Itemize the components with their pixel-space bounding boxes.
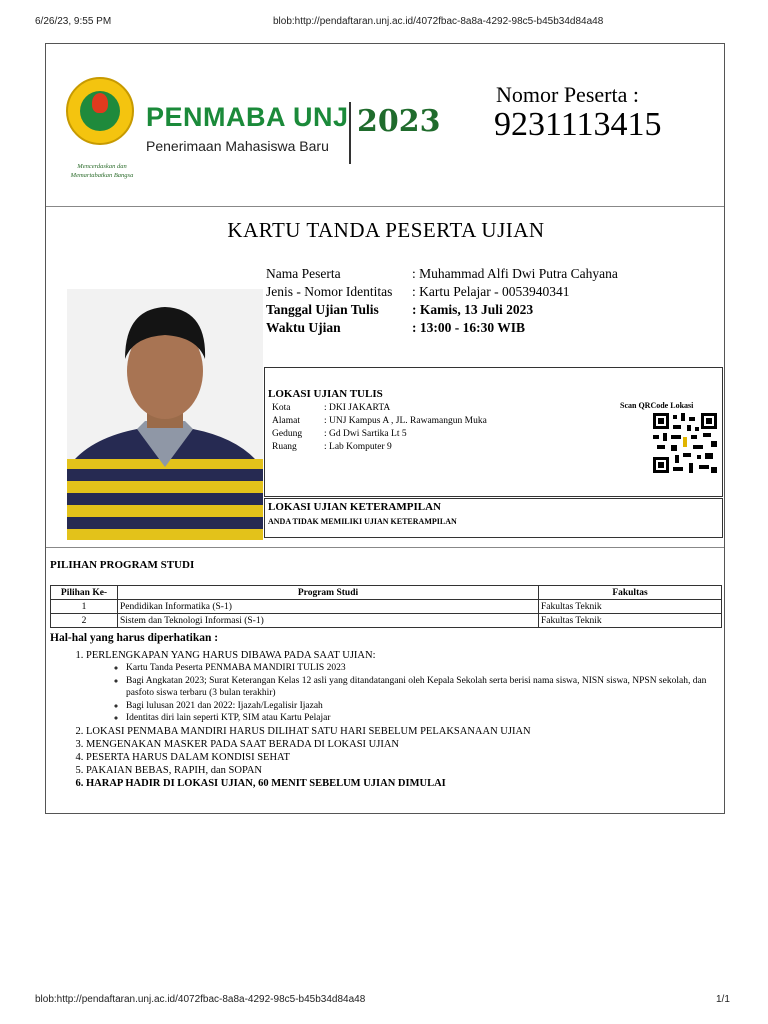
info-row [266, 266, 618, 284]
lokasi-row [272, 416, 487, 429]
lokasi-keterampilan-box [264, 498, 723, 538]
lokasi-row [272, 429, 487, 442]
participant-info [266, 266, 618, 338]
motto: Mencerdaskan dan Memartabatkan Bangsa [70, 163, 134, 179]
list-item: 2. LOKASI PENMABA MANDIRI HARUS DILIHAT SATU HARI SEBELUM PELAKSANAAN UJIAN [86, 725, 726, 738]
brand-year: 2023 [357, 104, 441, 139]
footer-url: blob:http://pendaftaran.unj.ac.id/4072fbac-8a8a-4292-98c5-b45b34d84a48 [35, 994, 366, 1005]
table-row [51, 600, 722, 614]
list-item: 6. HARAP HADIR DI LOKASI UJIAN, 60 MENIT SEBELUM UJIAN DIMULAI [86, 777, 726, 790]
lokasi-value: : UNJ Kampus A , JL. Rawamangun Muka [324, 416, 487, 426]
qr-label: Scan QRCode Lokasi [620, 401, 694, 410]
table-cell: Sistem dan Teknologi Informasi (S-1) [118, 614, 539, 628]
list-item: 4. PESERTA HARUS DALAM KONDISI SEHAT [86, 751, 726, 764]
table-cell: 2 [51, 614, 118, 628]
info-label: Nama Peserta [266, 266, 341, 281]
table-header: Pilihan Ke- [51, 586, 118, 600]
info-value: : Muhammad Alfi Dwi Putra Cahyana [412, 266, 618, 281]
table-row [51, 614, 722, 628]
info-value: : Kamis, 13 Juli 2023 [412, 302, 534, 317]
lokasi-value: : DKI JAKARTA [324, 403, 391, 413]
sub-list [86, 662, 726, 725]
lokasi-value: : Lab Komputer 9 [324, 442, 392, 452]
info-label: Tanggal Ujian Tulis [266, 302, 379, 317]
print-url: blob:http://pendaftaran.unj.ac.id/4072fbac-8a8a-4292-98c5-b45b34d84a48 [273, 16, 604, 27]
table-cell: Pendidikan Informatika (S-1) [118, 600, 539, 614]
qr-code-icon[interactable] [653, 413, 717, 473]
info-value: : 13:00 - 16:30 WIB [412, 320, 525, 335]
program-studi-table [50, 585, 722, 628]
brand-divider [349, 102, 351, 164]
lokasi-keterampilan-note: ANDA TIDAK MEMILIKI UJIAN KETERAMPILAN [268, 517, 457, 526]
footer-page: 1/1 [716, 994, 730, 1005]
sub-list-item: ◦ Bagi lulusan 2021 dan 2022: Ijazah/Legalisir Ijazah [126, 700, 726, 713]
lokasi-row [272, 403, 487, 416]
lokasi-label: Ruang [272, 442, 297, 452]
info-row [266, 302, 618, 320]
print-datetime: 6/26/23, 9:55 PM [35, 16, 112, 27]
nomor-peserta-label: Nomor Peserta : [496, 82, 639, 107]
sub-list-item: ◦ Kartu Tanda Peserta PENMABA MANDIRI TULIS 2023 [126, 662, 726, 675]
table-cell: Fakultas Teknik [539, 600, 722, 614]
card-title: KARTU TANDA PESERTA UJIAN [227, 218, 545, 242]
table-header-row [51, 586, 722, 600]
table-cell: 1 [51, 600, 118, 614]
exam-card [45, 43, 725, 814]
lokasi-label: Alamat [272, 416, 300, 426]
unj-seal-logo [66, 77, 134, 145]
header-divider [46, 206, 724, 207]
lokasi-value: : Gd Dwi Sartika Lt 5 [324, 429, 407, 439]
flame-icon [92, 93, 108, 113]
table-header: Program Studi [118, 586, 539, 600]
hal-list [52, 649, 726, 790]
info-row [266, 320, 618, 338]
brand-title: PENMABA UNJ [146, 102, 349, 132]
sub-list-item: ◦ Bagi Angkatan 2023; Surat Keterangan Kelas 12 asli yang ditandatangani oleh Kepala Sekolah serta berisi nama siswa, NISN siswa, NPSN sekolah, dan pasfoto siswa terbaru (3 bulan terakhir) [126, 675, 726, 700]
program-studi-title: PILIHAN PROGRAM STUDI [50, 559, 195, 571]
lokasi-tulis-box [264, 367, 723, 497]
lokasi-row [272, 442, 487, 455]
lokasi-tulis-rows [272, 403, 487, 455]
lokasi-label: Gedung [272, 429, 303, 439]
nomor-peserta-value: 9231113415 [494, 106, 662, 143]
section-divider [46, 547, 724, 548]
info-label: Jenis - Nomor Identitas [266, 284, 393, 299]
info-row [266, 284, 618, 302]
list-item: 3. MENGENAKAN MASKER PADA SAAT BERADA DI LOKASI UJIAN [86, 738, 726, 751]
lokasi-keterampilan-title: LOKASI UJIAN KETERAMPILAN [268, 501, 441, 513]
participant-photo [67, 289, 263, 540]
brand-subtitle: Penerimaan Mahasiswa Baru [146, 138, 329, 154]
sub-list-item: ◦ Identitas diri lain seperti KTP, SIM atau Kartu Pelajar [126, 712, 726, 725]
list-item: 5. PAKAIAN BEBAS, RAPIH, dan SOPAN [86, 764, 726, 777]
list-item [86, 649, 726, 725]
info-label: Waktu Ujian [266, 320, 341, 335]
table-cell: Fakultas Teknik [539, 614, 722, 628]
table-header: Fakultas [539, 586, 722, 600]
lokasi-label: Kota [272, 403, 291, 413]
lokasi-tulis-title: LOKASI UJIAN TULIS [268, 388, 383, 400]
list-item-text: PERLENGKAPAN YANG HARUS DIBAWA PADA SAAT UJIAN: [86, 650, 376, 661]
hal-title: Hal-hal yang harus diperhatikan : [50, 632, 219, 644]
info-value: : Kartu Pelajar - 0053940341 [412, 284, 570, 299]
